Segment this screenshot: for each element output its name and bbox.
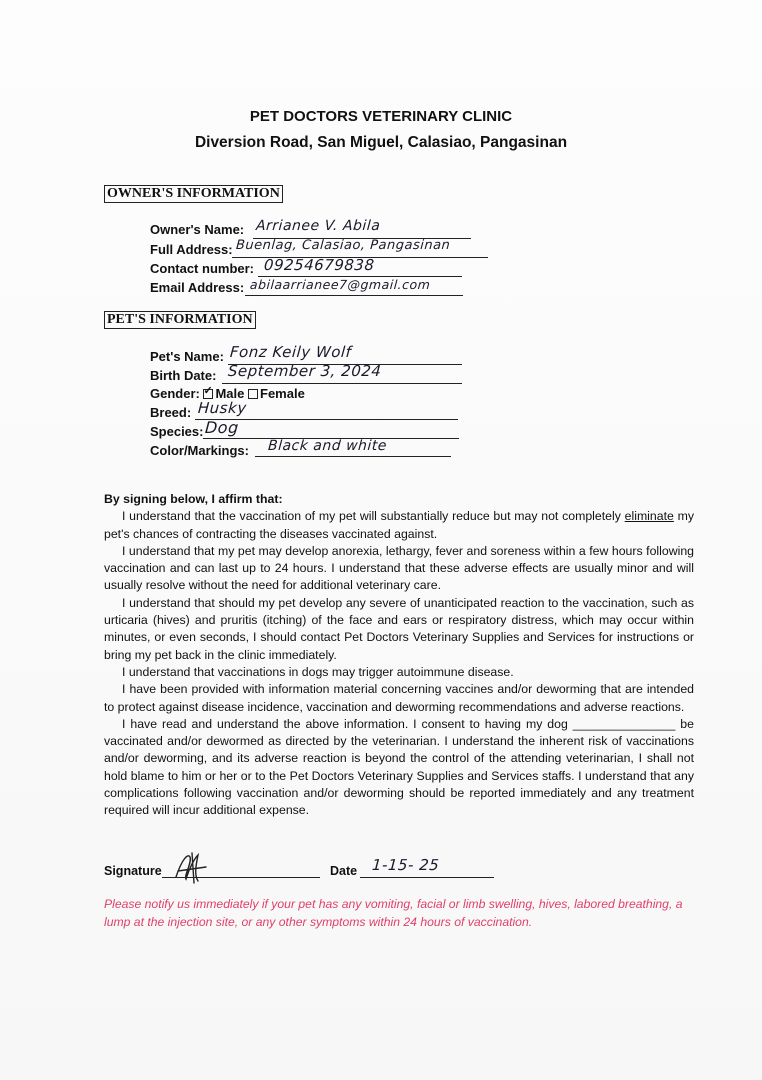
- birth-date-line: [222, 383, 462, 384]
- birth-date-value[interactable]: September 3, 2024: [227, 362, 383, 380]
- signature-label: Signature: [104, 864, 162, 878]
- affirmation-paragraph-5: I have been provided with information material concerning vaccines and/or deworming that are intended to protect against disease incidence, vaccination and deworming recommendations and adverse reactions.: [104, 682, 694, 714]
- affirmation-intro: By signing below, I affirm that:: [104, 492, 283, 506]
- clinic-name: PET DOCTORS VETERINARY CLINIC: [249, 108, 513, 125]
- owner-name-label: Owner's Name:: [150, 222, 245, 237]
- contact-number-label: Contact number:: [150, 261, 254, 276]
- affirmation-paragraph-1: I understand that the vaccination of my pet will substantially reduce but may not completely eliminate my pet's chances of contracting the diseases vaccinated against.: [104, 509, 695, 541]
- male-option-label: Male: [215, 386, 245, 401]
- pet-section-heading: PET'S INFORMATION: [104, 311, 256, 329]
- owner-address-value[interactable]: Buenlag, Calasiao, Pangasinan: [235, 238, 451, 253]
- affirmation-paragraph-3: I understand that should my pet develop any severe of unanticipated reaction to the vaccination, such as urticaria (hives) and pruritis (itching) of the face and ears or respiratory distress, which may occur within minutes, or even seconds, I should contact Pet Doctors Veterinary Supplies and Services for instructions or bring my pet back in the clinic immediately.: [104, 595, 694, 662]
- owner-name-value[interactable]: Arrianee V. Abila: [255, 218, 381, 234]
- color-markings-label: Color/Markings:: [150, 443, 249, 458]
- affirmation-paragraph-6: I have read and understand the above information. I consent to having my dog _______________ be vaccinated and/or dewormed as directed by the veterinarian. I understand the inherent risk of vaccinations and/or deworming, and its adverse reaction is beyond the control of the attending veterinarian, I shall not hold blame to him or her or to the Pet Doctors Veterinary Supplies and Services staffs. I understand that any complications following vaccination and/or deworming should be reported immediately and any treatment required will incur additional expense.: [104, 716, 694, 818]
- male-checkbox[interactable]: [203, 389, 213, 399]
- date-value[interactable]: 1-15- 25: [371, 856, 440, 874]
- breed-value[interactable]: Husky: [197, 399, 248, 417]
- post-vaccination-notice: Please notify us immediately if your pet has any vomiting, facial or limb swelling, hives, labored breathing, a lump at the injection site, or any other symptoms within 24 hours of vaccination.: [104, 897, 683, 929]
- date-label: Date: [330, 864, 358, 878]
- contact-number-value[interactable]: 09254679838: [263, 256, 376, 274]
- female-option-label: Female: [260, 386, 305, 401]
- dog-name-blank[interactable]: _______________: [572, 716, 676, 731]
- affirmation-paragraph-2: I understand that my pet may develop anorexia, lethargy, fever and soreness within a few hours following vaccination and can last up to 24 hours. I understand that these adverse effects are usually minor and will usually resolve without the need for additional veterinary care.: [104, 543, 694, 593]
- affirmation-paragraph-4: I understand that vaccinations in dogs may trigger autoimmune disease.: [122, 664, 514, 679]
- species-value[interactable]: Dog: [204, 418, 240, 437]
- color-markings-value[interactable]: Black and white: [267, 438, 388, 454]
- breed-label: Breed:: [150, 405, 192, 420]
- email-value[interactable]: abilaarrianee7@gmail.com: [249, 277, 431, 292]
- signature-mark[interactable]: [172, 849, 212, 885]
- female-checkbox[interactable]: [248, 389, 258, 399]
- species-label: Species:: [150, 424, 204, 439]
- affirmation-text: [104, 491, 694, 820]
- pet-name-value[interactable]: Fonz Keily Wolf: [229, 343, 353, 361]
- color-markings-line: [255, 456, 451, 457]
- email-line: [245, 295, 463, 296]
- birth-date-label: Birth Date:: [150, 368, 217, 383]
- email-label: Email Address:: [150, 280, 245, 295]
- owner-section-heading: OWNER'S INFORMATION: [104, 185, 283, 203]
- owner-address-label: Full Address:: [150, 242, 233, 257]
- gender-label: Gender:: [150, 386, 200, 401]
- pet-name-label: Pet's Name:: [150, 349, 224, 364]
- clinic-address: Diversion Road, San Miguel, Calasiao, Pangasinan: [194, 134, 568, 151]
- eliminate-underlined: eliminate: [624, 509, 674, 524]
- date-line: [360, 877, 494, 878]
